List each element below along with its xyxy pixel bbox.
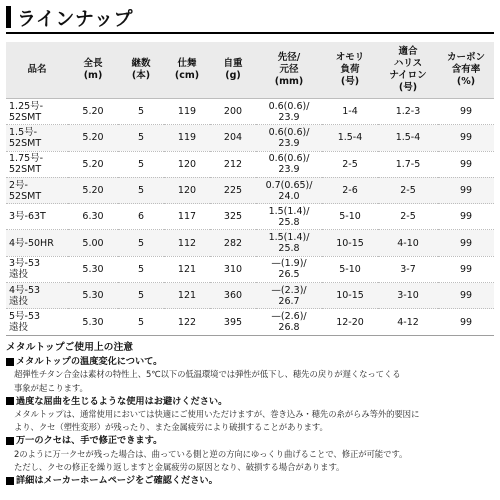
table-cell: 1.7-5 — [378, 151, 438, 177]
column-header: 適合 ハリス ナイロン (号) — [378, 42, 438, 99]
square-bullet-icon — [6, 437, 14, 445]
table-cell: 99 — [438, 151, 494, 177]
table-cell: 0.6(0.6)/ 23.9 — [256, 99, 322, 125]
notes-title: メタルトップご使用上の注意 — [6, 342, 134, 353]
table-row — [6, 230, 494, 256]
note-body-line: 事象が起こります。 — [14, 382, 88, 393]
table-cell: 6 — [118, 204, 164, 230]
column-header: 先径/ 元径 (mm) — [256, 42, 322, 99]
table-cell: 2-5 — [378, 204, 438, 230]
table-cell: 212 — [210, 151, 256, 177]
table-row — [6, 309, 494, 335]
table-cell: 117 — [164, 204, 210, 230]
usage-notes — [6, 341, 494, 487]
table-cell: 99 — [438, 256, 494, 282]
table-cell: 5.20 — [68, 125, 118, 151]
column-header: 自重 (g) — [210, 42, 256, 99]
title-row — [6, 5, 133, 29]
note-body-line: 2のように万一クセが残った場合は、曲っている側と逆の方向にゆっくり曲げることで、修正が可能です。 — [14, 448, 408, 459]
header-row — [6, 42, 494, 99]
table-cell: 99 — [438, 204, 494, 230]
table-cell: 225 — [210, 177, 256, 203]
table-cell: 120 — [164, 177, 210, 203]
table-cell: 1-4 — [322, 99, 378, 125]
title-bar-accent — [6, 6, 11, 28]
table-cell: 325 — [210, 204, 256, 230]
product-name-cell: 3号-53 遠投 — [6, 256, 68, 282]
table-cell: 5.20 — [68, 99, 118, 125]
table-cell: 2-5 — [322, 151, 378, 177]
table-cell: 1.5(1.4)/ 25.8 — [256, 204, 322, 230]
square-bullet-icon — [6, 358, 14, 366]
column-header: カーボン 含有率 (%) — [438, 42, 494, 99]
column-header: 品名 — [6, 42, 68, 99]
note-body-line: 超弾性チタン合金は素材の特性上、5℃以下の低温環境では弾性が低下し、穂先の戻りが遅くなってくる — [14, 369, 401, 380]
table-cell: 360 — [210, 283, 256, 309]
table-cell: 2-6 — [322, 177, 378, 203]
table-row — [6, 177, 494, 203]
table-cell: 200 — [210, 99, 256, 125]
table-cell: 12-20 — [322, 309, 378, 335]
table-cell: 5 — [118, 151, 164, 177]
table-cell: 5 — [118, 283, 164, 309]
title-divider — [6, 32, 494, 34]
table-cell: 5-10 — [322, 256, 378, 282]
table-cell: 5.20 — [68, 177, 118, 203]
table-cell: 5.30 — [68, 309, 118, 335]
table-cell: 310 — [210, 256, 256, 282]
table-cell: 3-10 — [378, 283, 438, 309]
table-cell: 1.2-3 — [378, 99, 438, 125]
table-cell: —(2.3)/ 26.7 — [256, 283, 322, 309]
product-name-cell: 1.5号- 52SMT — [6, 125, 68, 151]
table-cell: 4-10 — [378, 230, 438, 256]
table-cell: 99 — [438, 309, 494, 335]
table-cell: 99 — [438, 99, 494, 125]
note-body-line: より、クセ（塑性変形）が残ったり、また金属疲労により破損することがあります。 — [14, 422, 328, 433]
table-row — [6, 256, 494, 282]
table-cell: 5-10 — [322, 204, 378, 230]
table-cell: —(2.6)/ 26.8 — [256, 309, 322, 335]
product-name-cell: 2号- 52SMT — [6, 177, 68, 203]
column-header: 仕舞 (cm) — [164, 42, 210, 99]
table-cell: 5 — [118, 230, 164, 256]
spec-table-body — [6, 99, 494, 336]
table-cell: 6.30 — [68, 204, 118, 230]
product-name-cell: 4号-50HR — [6, 230, 68, 256]
table-cell: 99 — [438, 283, 494, 309]
note-heading — [6, 474, 494, 487]
table-cell: 5 — [118, 256, 164, 282]
spec-table-header — [6, 42, 494, 99]
table-cell: 1.5-4 — [378, 125, 438, 151]
table-cell: 204 — [210, 125, 256, 151]
table-row — [6, 125, 494, 151]
table-row — [6, 151, 494, 177]
table-cell: 5.00 — [68, 230, 118, 256]
product-name-cell: 5号-53 遠投 — [6, 309, 68, 335]
column-header: オモリ 負荷 (号) — [322, 42, 378, 99]
table-cell: 0.7(0.65)/ 24.0 — [256, 177, 322, 203]
table-cell: 10-15 — [322, 283, 378, 309]
table-cell: 5.20 — [68, 151, 118, 177]
column-header: 継数 (本) — [118, 42, 164, 99]
note-heading — [6, 434, 494, 447]
table-cell: —(1.9)/ 26.5 — [256, 256, 322, 282]
table-cell: 5.30 — [68, 256, 118, 282]
table-row — [6, 204, 494, 230]
square-bullet-icon — [6, 397, 14, 405]
table-cell: 395 — [210, 309, 256, 335]
table-cell: 99 — [438, 230, 494, 256]
table-cell: 120 — [164, 151, 210, 177]
table-cell: 119 — [164, 99, 210, 125]
table-cell: 99 — [438, 177, 494, 203]
table-cell: 5 — [118, 309, 164, 335]
product-name-cell: 1.75号- 52SMT — [6, 151, 68, 177]
table-row — [6, 283, 494, 309]
table-cell: 5.30 — [68, 283, 118, 309]
column-header: 全長 (m) — [68, 42, 118, 99]
table-cell: 282 — [210, 230, 256, 256]
table-row — [6, 99, 494, 125]
page-title: ラインナップ — [17, 7, 134, 30]
table-cell: 5 — [118, 177, 164, 203]
note-heading-text: 万一のクセは、手で修正できます。 — [16, 435, 163, 447]
product-name-cell: 3号-63T — [6, 204, 68, 230]
table-cell: 5 — [118, 99, 164, 125]
note-heading-text: 詳細はメーカーホームページをご確認ください。 — [16, 475, 218, 487]
note-heading-text: 過度な屈曲を生じるような使用はお避けください。 — [16, 395, 228, 407]
table-cell: 3-7 — [378, 256, 438, 282]
table-cell: 119 — [164, 125, 210, 151]
table-cell: 122 — [164, 309, 210, 335]
product-name-cell: 1.25号- 52SMT — [6, 99, 68, 125]
spec-table — [6, 42, 494, 336]
table-cell: 99 — [438, 125, 494, 151]
table-cell: 10-15 — [322, 230, 378, 256]
note-body-line: メタルトップは、通常使用においては快適にご使用いただけますが、巻き込み・穂先の糸がらみ等外的要因に — [14, 409, 420, 420]
table-cell: 121 — [164, 283, 210, 309]
table-cell: 1.5-4 — [322, 125, 378, 151]
note-heading — [6, 355, 494, 368]
table-cell: 1.5(1.4)/ 25.8 — [256, 230, 322, 256]
table-cell: 2-5 — [378, 177, 438, 203]
product-name-cell: 4号-53 遠投 — [6, 283, 68, 309]
table-cell: 121 — [164, 256, 210, 282]
note-heading — [6, 395, 494, 408]
table-cell: 0.6(0.6)/ 23.9 — [256, 125, 322, 151]
table-cell: 5 — [118, 125, 164, 151]
table-cell: 0.6(0.6)/ 23.9 — [256, 151, 322, 177]
square-bullet-icon — [6, 477, 14, 485]
note-body-line: ただし、クセの修正を繰り返しますと金属疲労の原因となり、破損する場合があります。 — [14, 461, 345, 472]
note-heading-text: メタルトップの温度変化について。 — [16, 356, 163, 368]
table-cell: 112 — [164, 230, 210, 256]
table-cell: 4-12 — [378, 309, 438, 335]
